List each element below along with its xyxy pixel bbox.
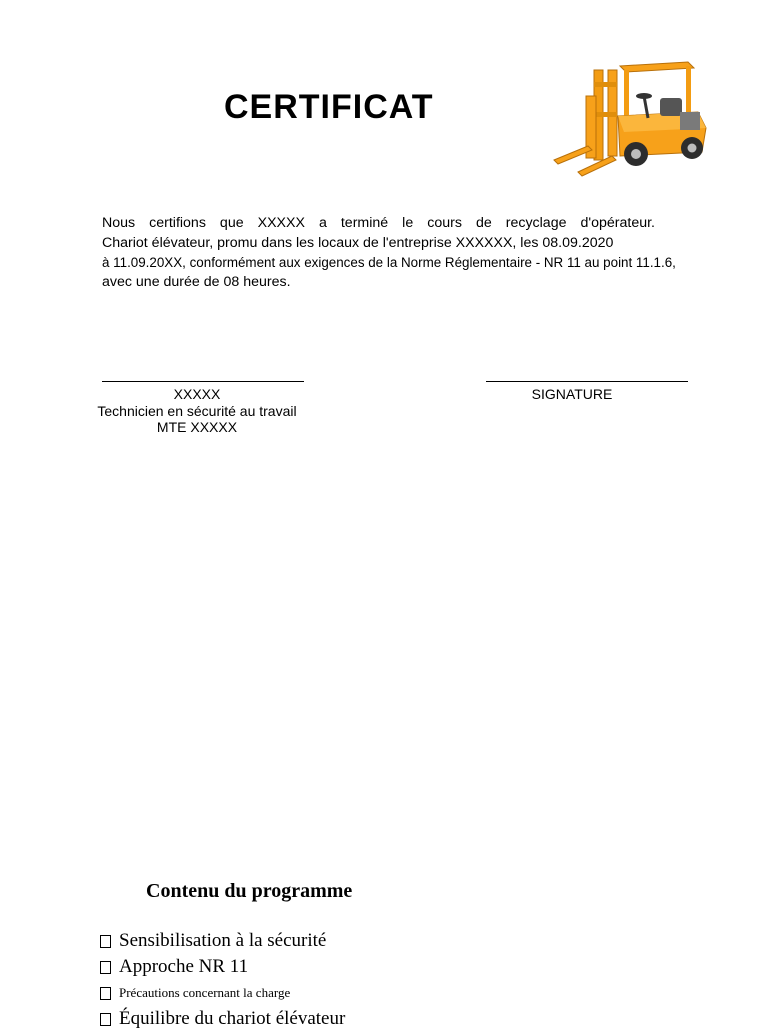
list-item-label: Équilibre du chariot élévateur: [119, 1008, 346, 1029]
list-item: [100, 928, 345, 954]
list-item-label: Approche NR 11: [119, 956, 249, 977]
right-signature-line: [486, 381, 688, 382]
program-list: [100, 928, 345, 1032]
checkbox-icon: [100, 987, 111, 1000]
body-line-1: Nous certifions que XXXXX a terminé le cours de recyclage d'opérateur.: [102, 215, 655, 231]
signature-label: SIGNATURE: [531, 386, 613, 402]
certificate-title: CERTIFICAT: [224, 88, 434, 126]
signature-block: [470, 386, 674, 403]
list-item-label: Précautions concernant la charge: [119, 985, 291, 1000]
checkbox-icon: [100, 935, 111, 948]
checkbox-icon: [100, 961, 111, 974]
technician-registration: MTE XXXXX: [156, 419, 238, 435]
technician-name: XXXXX: [173, 386, 221, 402]
certificate-body: [102, 214, 676, 292]
forklift-illustration: [548, 56, 712, 180]
list-item: [100, 1006, 345, 1032]
body-line-3: à 11.09.20XX, conformément aux exigences de la Norme Réglementaire - NR 11 au point 11.1.6,: [102, 255, 676, 270]
list-item-label: Sensibilisation à la sécurité: [119, 930, 327, 951]
list-item: [100, 980, 345, 1006]
technician-signature-block: [82, 386, 312, 436]
program-title: Contenu du programme: [146, 880, 353, 902]
left-signature-line: [102, 381, 304, 382]
list-item: [100, 954, 345, 980]
technician-role: Technicien en sécurité au travail: [97, 402, 297, 419]
body-line-4: avec une durée de 08 heures.: [102, 273, 291, 290]
body-line-2: Chariot élévateur, promu dans les locaux de l'entreprise XXXXXX, les 08.09.2020: [102, 234, 614, 251]
